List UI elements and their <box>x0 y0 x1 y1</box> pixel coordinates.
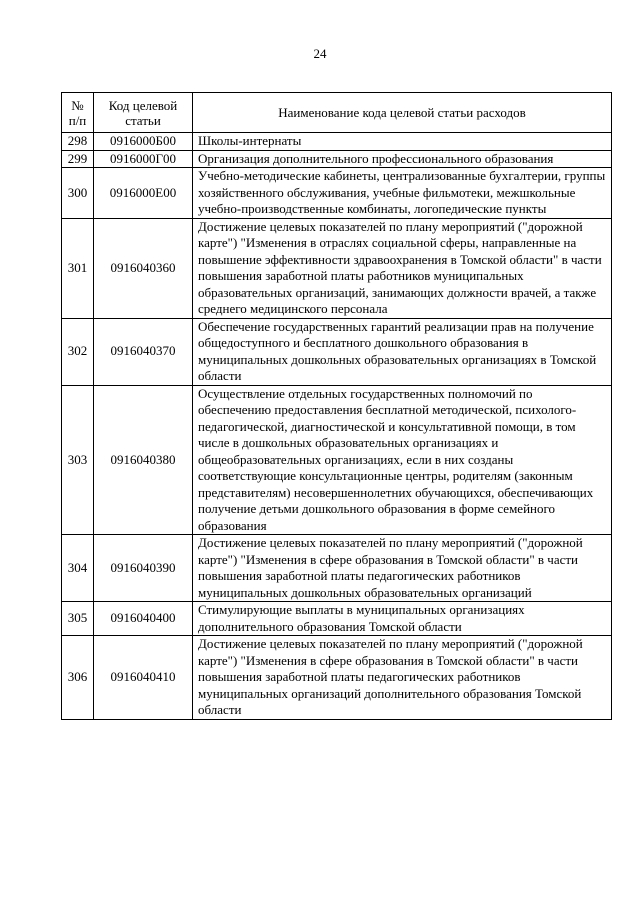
row-num: 301 <box>62 218 94 318</box>
row-code: 0916040380 <box>94 385 193 535</box>
row-num: 299 <box>62 150 94 168</box>
header-code: Код целевой статьи <box>94 93 193 133</box>
table-row <box>62 150 612 168</box>
row-code: 0916000Г00 <box>94 150 193 168</box>
table-row <box>62 385 612 535</box>
row-num: 306 <box>62 636 94 720</box>
row-name: Стимулирующие выплаты в муниципальных организациях дополнительного образования Томской области <box>193 602 612 636</box>
header-name: Наименование кода целевой статьи расходов <box>193 93 612 133</box>
row-code: 0916040390 <box>94 535 193 602</box>
row-code: 0916040410 <box>94 636 193 720</box>
table-row <box>62 602 612 636</box>
row-num: 298 <box>62 133 94 151</box>
header-num: № п/п <box>62 93 94 133</box>
row-num: 302 <box>62 318 94 385</box>
table-header-row <box>62 93 612 133</box>
row-name: Учебно-методические кабинеты, централизованные бухгалтерии, группы хозяйственного обслуживания, учебные фильмотеки, межшкольные учебно-производственные комбинаты, логопедические пункты <box>193 168 612 219</box>
row-name: Достижение целевых показателей по плану мероприятий ("дорожной карте") "Изменения в отраслях социальной сферы, направленные на повышение эффективности здравоохранения в Томской области" в части повышения заработной платы работников муниципальных образовательных организаций, занимающих должности врачей, а также среднего медицинского персонала <box>193 218 612 318</box>
table-row <box>62 318 612 385</box>
row-num: 304 <box>62 535 94 602</box>
row-name: Достижение целевых показателей по плану мероприятий ("дорожной карте") "Изменения в сфере образования в Томской области" в части повышения заработной платы педагогических работников муниципальных дошкольных образовательных организаций <box>193 535 612 602</box>
row-name: Обеспечение государственных гарантий реализации прав на получение общедоступного и бесплатного дошкольного образования в муниципальных дошкольных образовательных организациях в Томской области <box>193 318 612 385</box>
row-code: 0916040360 <box>94 218 193 318</box>
table-row <box>62 636 612 720</box>
table-row <box>62 168 612 219</box>
row-name: Достижение целевых показателей по плану мероприятий ("дорожной карте") "Изменения в сфере образования в Томской области" в части повышения заработной платы педагогических работников муниципальных организаций дополнительного образования Томской области <box>193 636 612 720</box>
row-num: 305 <box>62 602 94 636</box>
table-row <box>62 218 612 318</box>
row-name: Осуществление отдельных государственных полномочий по обеспечению предоставления бесплатной методической, психолого-педагогической, диагностической и консультативной помощи, в том числе в дошкольных образовательных организациях и общеобразовательных организациях, если в них созданы соответствующие консультационные центры, родителям (законным представителям) несовершеннолетних обучающихся, обеспечивающих получение детьми дошкольного образования в форме семейного образования <box>193 385 612 535</box>
row-code: 0916040400 <box>94 602 193 636</box>
row-name: Школы-интернаты <box>193 133 612 151</box>
row-code: 0916040370 <box>94 318 193 385</box>
row-name: Организация дополнительного профессионального образования <box>193 150 612 168</box>
table-row <box>62 133 612 151</box>
page-number: 24 <box>313 46 327 61</box>
table-row <box>62 535 612 602</box>
target-codes-table <box>61 92 612 720</box>
row-code: 0916000Е00 <box>94 168 193 219</box>
row-num: 300 <box>62 168 94 219</box>
row-code: 0916000Б00 <box>94 133 193 151</box>
row-num: 303 <box>62 385 94 535</box>
